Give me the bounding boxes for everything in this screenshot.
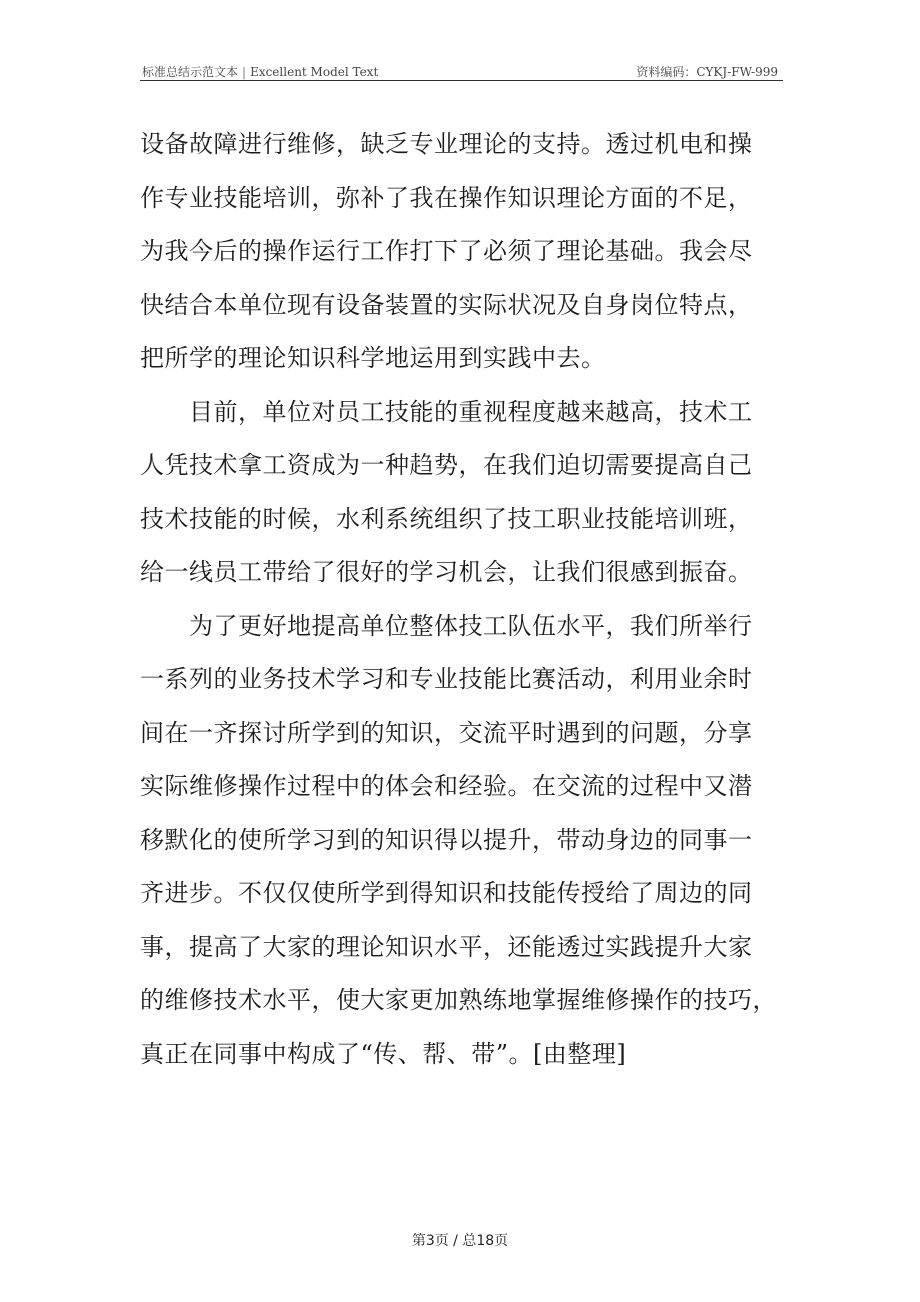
header-divider [140,80,783,81]
body-line: 实际维修操作过程中的体会和经验。在交流的过程中又潜 [140,772,753,800]
header-separator: | [242,65,247,79]
body-line: 作专业技能培训，弥补了我在操作知识理论方面的不足， [140,183,753,212]
body-line: 把所学的理论知识科学地运用到实践中去。 [140,344,606,372]
body-line: 间在一齐探讨所学到的知识，交流平时遇到的问题，分享 [140,718,753,747]
body-line: 一系列的业务技术学习和专业技能比赛活动，利用业余时 [140,665,753,693]
body-line: 给一线员工带给了很好的学习机会，让我们很感到振奋。 [140,558,753,586]
body-line: 快结合本单位现有设备装置的实际状况及自身岗位特点， [140,290,753,319]
body-line: 设备故障进行维修，缺乏专业理论的支持。透过机电和操 [140,130,753,158]
body-line: 移默化的使所学习到的知识得以提升，带动身边的同事一 [140,825,753,854]
header-left [142,63,378,80]
body-line: 技术技能的时候，水利系统组织了技工职业技能培训班， [140,504,753,533]
body-line: 目前，单位对员工技能的重视程度越来越高，技术工 [140,397,753,426]
header-subtitle: Excellent Model Text [250,65,379,79]
body-line: 的维修技术水平，使大家更加熟练地掌握维修操作的技巧， [140,986,777,1014]
body-line: 为了更好地提高单位整体技工队伍水平，我们所举行 [140,611,753,640]
header-document-code: 资料编码：CYKJ-FW-999 [636,65,778,79]
body-line: 为我今后的操作运行工作打下了必须了理论基础。我会尽 [140,237,753,265]
body-line: 齐进步。不仅仅使所学到得知识和技能传授给了周边的同 [140,879,753,907]
document-body [140,118,780,1081]
header-title: 标准总结示范文本 [142,65,239,79]
body-line: 真正在同事中构成了“传、帮、带”。[由整理] [140,1039,627,1068]
body-line: 事，提高了大家的理论知识水平，还能透过实践提升大家 [140,932,753,961]
body-line: 人凭技术拿工资成为一种趋势，在我们迫切需要提高自己 [140,451,753,479]
page-number: 第3页 / 总18页 [411,1233,509,1249]
page-header [140,60,780,80]
